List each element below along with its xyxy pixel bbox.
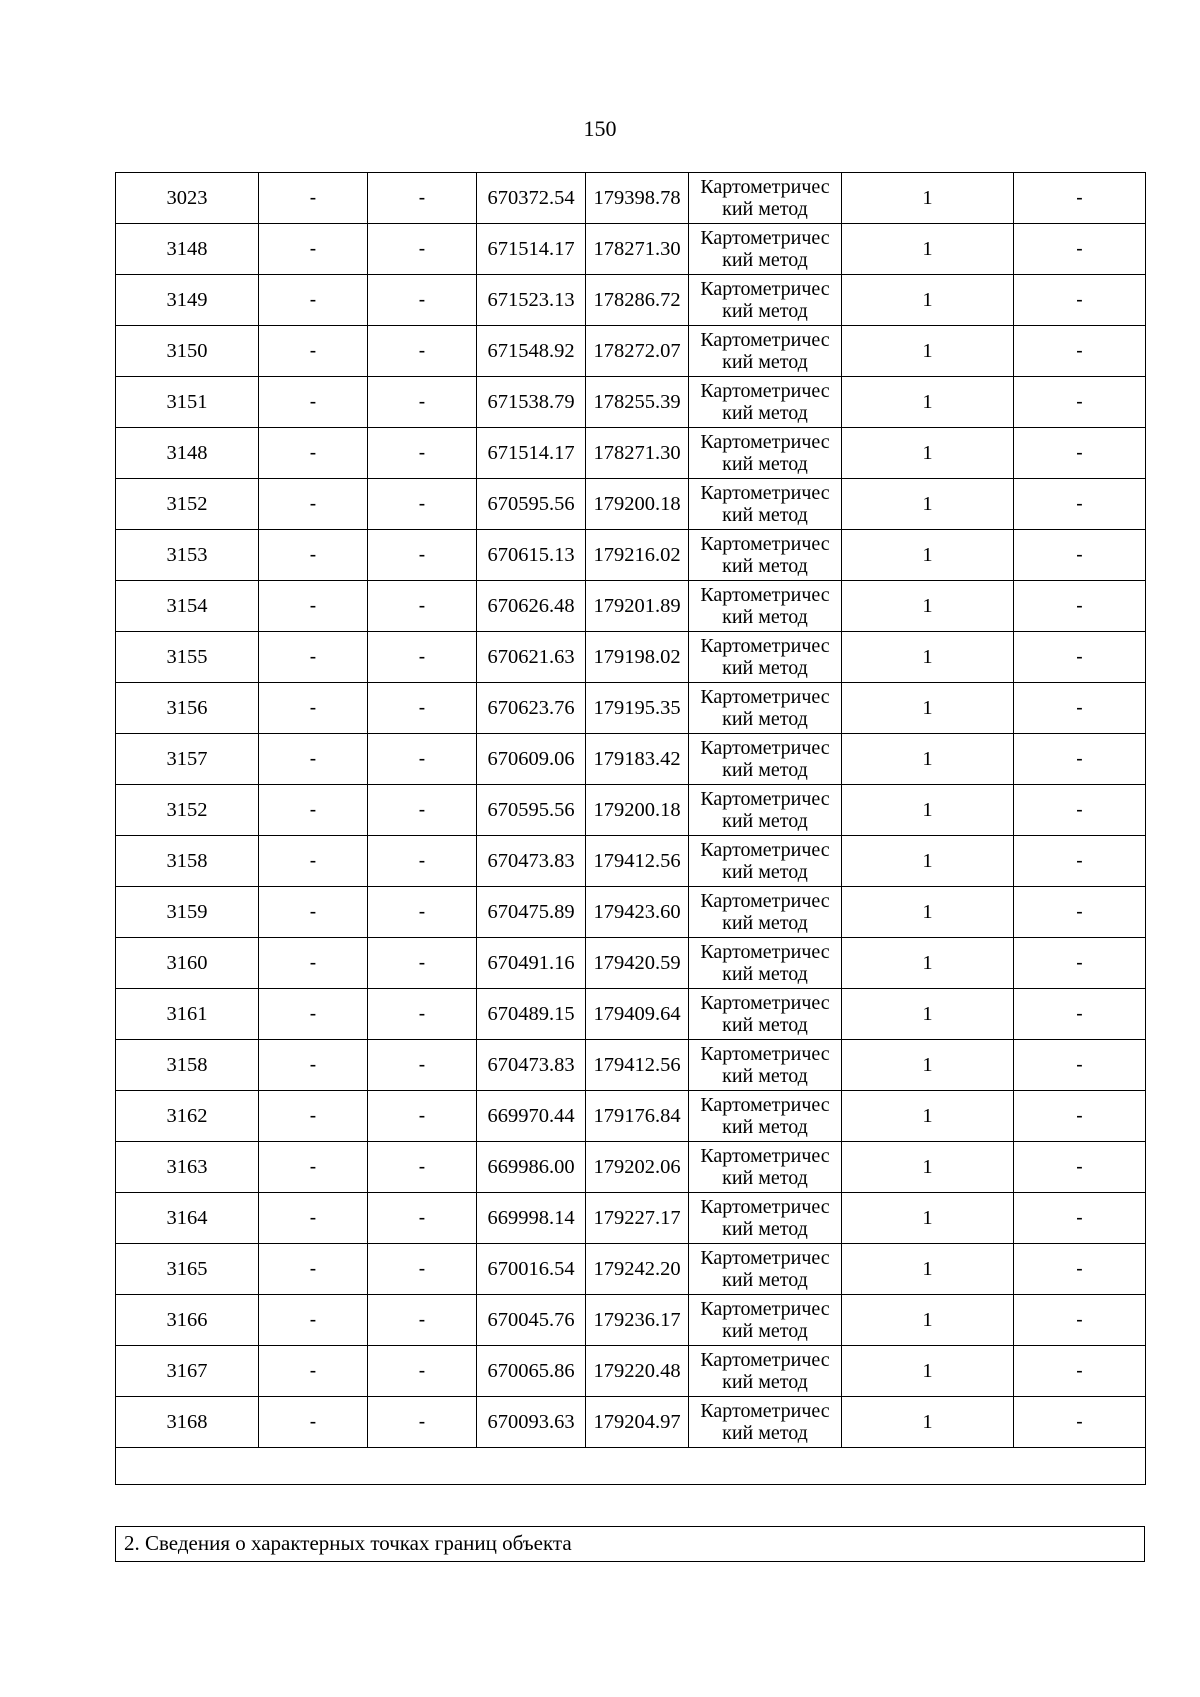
empty-value-cell: -	[259, 530, 368, 581]
y-coordinate-cell: 178255.39	[586, 377, 689, 428]
accuracy-cell: 1	[842, 989, 1014, 1040]
empty-value-cell: -	[1014, 1091, 1146, 1142]
table-row	[116, 1142, 1146, 1193]
table-row	[116, 275, 1146, 326]
method-cell: Картометричес кий метод	[689, 989, 842, 1040]
empty-value-cell: -	[1014, 428, 1146, 479]
point-number-cell: 3023	[116, 173, 259, 224]
y-coordinate-cell: 179236.17	[586, 1295, 689, 1346]
empty-value-cell: -	[368, 326, 477, 377]
empty-value-cell: -	[259, 785, 368, 836]
point-number-cell: 3161	[116, 989, 259, 1040]
empty-value-cell: -	[259, 377, 368, 428]
y-coordinate-cell: 178286.72	[586, 275, 689, 326]
point-number-cell: 3150	[116, 326, 259, 377]
empty-value-cell: -	[1014, 377, 1146, 428]
empty-value-cell: -	[1014, 479, 1146, 530]
empty-value-cell: -	[259, 479, 368, 530]
x-coordinate-cell: 670473.83	[477, 836, 586, 887]
accuracy-cell: 1	[842, 938, 1014, 989]
empty-value-cell: -	[368, 683, 477, 734]
point-number-cell: 3163	[116, 1142, 259, 1193]
empty-value-cell: -	[368, 1346, 477, 1397]
table-row	[116, 1040, 1146, 1091]
coordinates-table-body	[116, 173, 1146, 1485]
empty-value-cell: -	[259, 887, 368, 938]
empty-value-cell: -	[368, 173, 477, 224]
table-row	[116, 377, 1146, 428]
empty-table-cell	[116, 1448, 1146, 1485]
empty-value-cell: -	[259, 683, 368, 734]
table-row	[116, 428, 1146, 479]
empty-value-cell: -	[368, 275, 477, 326]
empty-value-cell: -	[259, 1091, 368, 1142]
empty-value-cell: -	[1014, 581, 1146, 632]
accuracy-cell: 1	[842, 275, 1014, 326]
empty-value-cell: -	[259, 938, 368, 989]
point-number-cell: 3168	[116, 1397, 259, 1448]
y-coordinate-cell: 179220.48	[586, 1346, 689, 1397]
accuracy-cell: 1	[842, 377, 1014, 428]
x-coordinate-cell: 670093.63	[477, 1397, 586, 1448]
y-coordinate-cell: 178272.07	[586, 326, 689, 377]
y-coordinate-cell: 179412.56	[586, 1040, 689, 1091]
method-cell: Картометричес кий метод	[689, 1091, 842, 1142]
point-number-cell: 3167	[116, 1346, 259, 1397]
y-coordinate-cell: 179409.64	[586, 989, 689, 1040]
empty-value-cell: -	[368, 989, 477, 1040]
empty-value-cell: -	[259, 581, 368, 632]
x-coordinate-cell: 670491.16	[477, 938, 586, 989]
empty-value-cell: -	[368, 938, 477, 989]
x-coordinate-cell: 671514.17	[477, 428, 586, 479]
empty-value-cell: -	[368, 530, 477, 581]
empty-value-cell: -	[1014, 632, 1146, 683]
point-number-cell: 3165	[116, 1244, 259, 1295]
table-row	[116, 1091, 1146, 1142]
empty-value-cell: -	[368, 1091, 477, 1142]
method-cell: Картометричес кий метод	[689, 785, 842, 836]
accuracy-cell: 1	[842, 173, 1014, 224]
accuracy-cell: 1	[842, 326, 1014, 377]
empty-value-cell: -	[368, 836, 477, 887]
empty-value-cell: -	[368, 428, 477, 479]
accuracy-cell: 1	[842, 785, 1014, 836]
method-cell: Картометричес кий метод	[689, 734, 842, 785]
empty-value-cell: -	[368, 1193, 477, 1244]
empty-value-cell: -	[259, 632, 368, 683]
accuracy-cell: 1	[842, 1397, 1014, 1448]
empty-value-cell: -	[368, 581, 477, 632]
y-coordinate-cell: 179423.60	[586, 887, 689, 938]
empty-value-cell: -	[1014, 887, 1146, 938]
empty-value-cell: -	[368, 1397, 477, 1448]
table-row	[116, 326, 1146, 377]
point-number-cell: 3152	[116, 479, 259, 530]
x-coordinate-cell: 670595.56	[477, 785, 586, 836]
point-number-cell: 3148	[116, 428, 259, 479]
empty-value-cell: -	[259, 326, 368, 377]
empty-value-cell: -	[1014, 530, 1146, 581]
point-number-cell: 3153	[116, 530, 259, 581]
accuracy-cell: 1	[842, 1244, 1014, 1295]
y-coordinate-cell: 179201.89	[586, 581, 689, 632]
empty-value-cell: -	[259, 275, 368, 326]
table-row	[116, 785, 1146, 836]
method-cell: Картометричес кий метод	[689, 1040, 842, 1091]
empty-value-cell: -	[368, 224, 477, 275]
point-number-cell: 3160	[116, 938, 259, 989]
method-cell: Картометричес кий метод	[689, 530, 842, 581]
table-row	[116, 1295, 1146, 1346]
y-coordinate-cell: 179200.18	[586, 479, 689, 530]
x-coordinate-cell: 670016.54	[477, 1244, 586, 1295]
table-row	[116, 581, 1146, 632]
x-coordinate-cell: 670595.56	[477, 479, 586, 530]
section-heading: 2. Сведения о характерных точках границ объекта	[124, 1531, 572, 1555]
point-number-cell: 3149	[116, 275, 259, 326]
point-number-cell: 3151	[116, 377, 259, 428]
point-number-cell: 3164	[116, 1193, 259, 1244]
empty-value-cell: -	[259, 224, 368, 275]
empty-value-cell: -	[1014, 938, 1146, 989]
y-coordinate-cell: 179204.97	[586, 1397, 689, 1448]
point-number-cell: 3158	[116, 1040, 259, 1091]
point-number-cell: 3148	[116, 224, 259, 275]
x-coordinate-cell: 670475.89	[477, 887, 586, 938]
method-cell: Картометричес кий метод	[689, 326, 842, 377]
empty-value-cell: -	[259, 1142, 368, 1193]
empty-value-cell: -	[1014, 989, 1146, 1040]
accuracy-cell: 1	[842, 479, 1014, 530]
y-coordinate-cell: 179227.17	[586, 1193, 689, 1244]
empty-value-cell: -	[368, 734, 477, 785]
accuracy-cell: 1	[842, 1142, 1014, 1193]
y-coordinate-cell: 179183.42	[586, 734, 689, 785]
empty-table-row	[116, 1448, 1146, 1485]
empty-value-cell: -	[368, 887, 477, 938]
empty-value-cell: -	[259, 1397, 368, 1448]
empty-value-cell: -	[1014, 836, 1146, 887]
accuracy-cell: 1	[842, 1346, 1014, 1397]
y-coordinate-cell: 179195.35	[586, 683, 689, 734]
empty-value-cell: -	[368, 377, 477, 428]
empty-value-cell: -	[368, 479, 477, 530]
empty-value-cell: -	[1014, 326, 1146, 377]
table-row	[116, 479, 1146, 530]
empty-value-cell: -	[1014, 1397, 1146, 1448]
empty-value-cell: -	[1014, 275, 1146, 326]
method-cell: Картометричес кий метод	[689, 581, 842, 632]
x-coordinate-cell: 670621.63	[477, 632, 586, 683]
empty-value-cell: -	[368, 1040, 477, 1091]
y-coordinate-cell: 179216.02	[586, 530, 689, 581]
x-coordinate-cell: 670065.86	[477, 1346, 586, 1397]
coordinates-table	[115, 172, 1146, 1485]
page-number: 150	[583, 116, 617, 141]
y-coordinate-cell: 179202.06	[586, 1142, 689, 1193]
table-row	[116, 887, 1146, 938]
x-coordinate-cell: 670473.83	[477, 1040, 586, 1091]
accuracy-cell: 1	[842, 530, 1014, 581]
y-coordinate-cell: 179242.20	[586, 1244, 689, 1295]
y-coordinate-cell: 178271.30	[586, 224, 689, 275]
x-coordinate-cell: 671523.13	[477, 275, 586, 326]
empty-value-cell: -	[1014, 1142, 1146, 1193]
table-row	[116, 938, 1146, 989]
table-row	[116, 1244, 1146, 1295]
method-cell: Картометричес кий метод	[689, 1397, 842, 1448]
empty-value-cell: -	[368, 1142, 477, 1193]
table-row	[116, 683, 1146, 734]
empty-value-cell: -	[368, 1244, 477, 1295]
empty-value-cell: -	[1014, 734, 1146, 785]
section-heading-box	[115, 1526, 1145, 1562]
empty-value-cell: -	[1014, 1346, 1146, 1397]
method-cell: Картометричес кий метод	[689, 1295, 842, 1346]
empty-value-cell: -	[368, 1295, 477, 1346]
method-cell: Картометричес кий метод	[689, 1346, 842, 1397]
x-coordinate-cell: 670609.06	[477, 734, 586, 785]
accuracy-cell: 1	[842, 632, 1014, 683]
method-cell: Картометричес кий метод	[689, 887, 842, 938]
point-number-cell: 3158	[116, 836, 259, 887]
table-row	[116, 1397, 1146, 1448]
table-row	[116, 530, 1146, 581]
x-coordinate-cell: 671514.17	[477, 224, 586, 275]
empty-value-cell: -	[368, 632, 477, 683]
y-coordinate-cell: 179198.02	[586, 632, 689, 683]
method-cell: Картометричес кий метод	[689, 1244, 842, 1295]
accuracy-cell: 1	[842, 428, 1014, 479]
x-coordinate-cell: 669986.00	[477, 1142, 586, 1193]
method-cell: Картометричес кий метод	[689, 683, 842, 734]
table-row	[116, 734, 1146, 785]
empty-value-cell: -	[1014, 224, 1146, 275]
accuracy-cell: 1	[842, 836, 1014, 887]
x-coordinate-cell: 670623.76	[477, 683, 586, 734]
empty-value-cell: -	[368, 785, 477, 836]
table-row	[116, 989, 1146, 1040]
empty-value-cell: -	[259, 1244, 368, 1295]
empty-value-cell: -	[1014, 1295, 1146, 1346]
method-cell: Картометричес кий метод	[689, 275, 842, 326]
point-number-cell: 3154	[116, 581, 259, 632]
table-row	[116, 224, 1146, 275]
y-coordinate-cell: 179398.78	[586, 173, 689, 224]
point-number-cell: 3152	[116, 785, 259, 836]
method-cell: Картометричес кий метод	[689, 1193, 842, 1244]
y-coordinate-cell: 179412.56	[586, 836, 689, 887]
empty-value-cell: -	[259, 428, 368, 479]
accuracy-cell: 1	[842, 1295, 1014, 1346]
y-coordinate-cell: 179176.84	[586, 1091, 689, 1142]
empty-value-cell: -	[1014, 785, 1146, 836]
table-row	[116, 1346, 1146, 1397]
empty-value-cell: -	[259, 989, 368, 1040]
point-number-cell: 3166	[116, 1295, 259, 1346]
y-coordinate-cell: 179420.59	[586, 938, 689, 989]
empty-value-cell: -	[1014, 1193, 1146, 1244]
accuracy-cell: 1	[842, 224, 1014, 275]
accuracy-cell: 1	[842, 1040, 1014, 1091]
x-coordinate-cell: 669970.44	[477, 1091, 586, 1142]
x-coordinate-cell: 671538.79	[477, 377, 586, 428]
x-coordinate-cell: 670615.13	[477, 530, 586, 581]
table-row	[116, 173, 1146, 224]
empty-value-cell: -	[259, 1346, 368, 1397]
accuracy-cell: 1	[842, 734, 1014, 785]
empty-value-cell: -	[1014, 1244, 1146, 1295]
method-cell: Картометричес кий метод	[689, 428, 842, 479]
x-coordinate-cell: 671548.92	[477, 326, 586, 377]
empty-value-cell: -	[259, 1193, 368, 1244]
x-coordinate-cell: 669998.14	[477, 1193, 586, 1244]
point-number-cell: 3159	[116, 887, 259, 938]
empty-value-cell: -	[259, 1040, 368, 1091]
point-number-cell: 3156	[116, 683, 259, 734]
method-cell: Картометричес кий метод	[689, 938, 842, 989]
empty-value-cell: -	[259, 1295, 368, 1346]
table-row	[116, 836, 1146, 887]
empty-value-cell: -	[1014, 683, 1146, 734]
y-coordinate-cell: 179200.18	[586, 785, 689, 836]
accuracy-cell: 1	[842, 683, 1014, 734]
accuracy-cell: 1	[842, 887, 1014, 938]
empty-value-cell: -	[1014, 1040, 1146, 1091]
accuracy-cell: 1	[842, 1091, 1014, 1142]
point-number-cell: 3162	[116, 1091, 259, 1142]
method-cell: Картометричес кий метод	[689, 377, 842, 428]
method-cell: Картометричес кий метод	[689, 1142, 842, 1193]
accuracy-cell: 1	[842, 581, 1014, 632]
x-coordinate-cell: 670045.76	[477, 1295, 586, 1346]
y-coordinate-cell: 178271.30	[586, 428, 689, 479]
empty-value-cell: -	[259, 836, 368, 887]
method-cell: Картометричес кий метод	[689, 836, 842, 887]
x-coordinate-cell: 670372.54	[477, 173, 586, 224]
empty-value-cell: -	[259, 734, 368, 785]
x-coordinate-cell: 670626.48	[477, 581, 586, 632]
point-number-cell: 3157	[116, 734, 259, 785]
table-row	[116, 1193, 1146, 1244]
method-cell: Картометричес кий метод	[689, 632, 842, 683]
method-cell: Картометричес кий метод	[689, 173, 842, 224]
x-coordinate-cell: 670489.15	[477, 989, 586, 1040]
point-number-cell: 3155	[116, 632, 259, 683]
method-cell: Картометричес кий метод	[689, 479, 842, 530]
accuracy-cell: 1	[842, 1193, 1014, 1244]
table-row	[116, 632, 1146, 683]
empty-value-cell: -	[1014, 173, 1146, 224]
empty-value-cell: -	[259, 173, 368, 224]
method-cell: Картометричес кий метод	[689, 224, 842, 275]
